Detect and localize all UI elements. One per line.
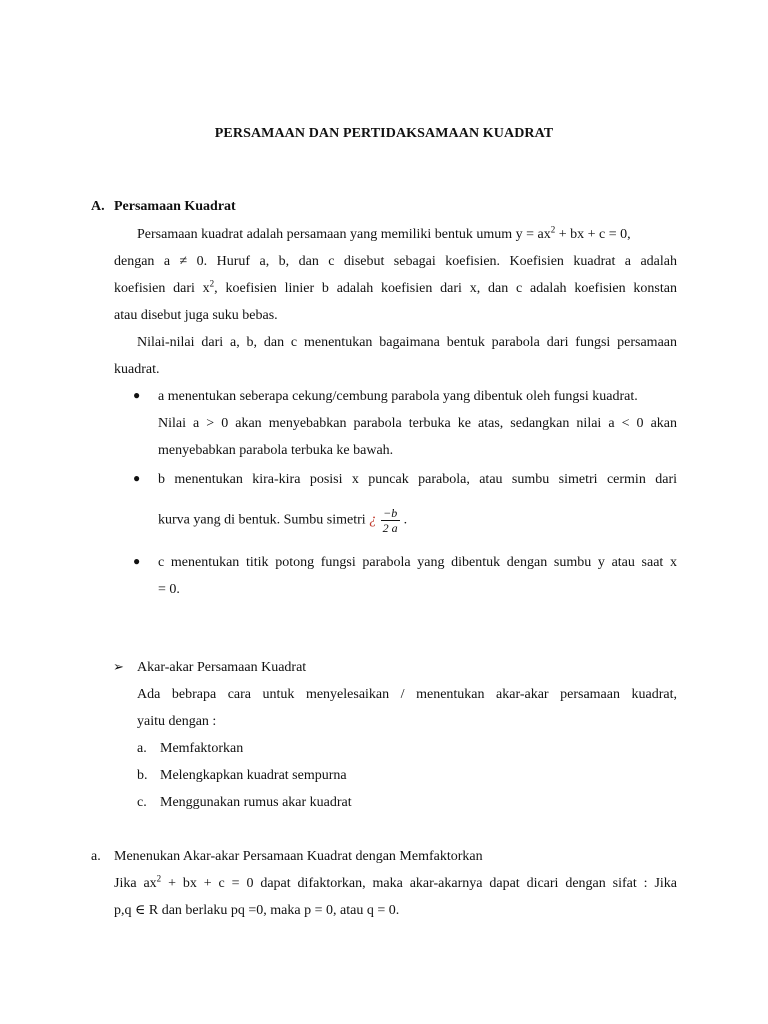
bullet-dot: ● <box>133 388 141 402</box>
bullet-3-line-2: = 0. <box>158 582 180 597</box>
sub-a-marker: a. <box>91 849 101 864</box>
p1-line-3 <box>114 280 677 298</box>
p1-line-3-end: , koefisien linier b adalah koefisien dari x, dan c adalah koefisien konstan <box>214 281 677 296</box>
roots-intro-line-1: Ada bebrapa cara untuk menyelesaikan / menentukan akar-akar persamaan kuadrat, <box>137 687 677 702</box>
method-marker: c. <box>137 795 147 810</box>
p1-line-1-text: Persamaan kuadrat adalah persamaan yang memiliki bentuk umum y = ax <box>137 227 551 242</box>
section-a-marker: A. <box>91 199 105 214</box>
formula-prefix: ¿ <box>369 511 377 528</box>
p1-line-3-start: koefisien dari x <box>114 281 210 296</box>
bullet-dot: ● <box>133 554 141 568</box>
p1-line-4: atau disebut juga suku bebas. <box>114 308 278 323</box>
sub-a-heading: Menenukan Akar-akar Persamaan Kuadrat dengan Memfaktorkan <box>114 849 483 864</box>
sub-a-line-1-end: + bx + c = 0 dapat difaktorkan, maka akar-akarnya dapat dicari dengan sifat : Jika <box>161 876 677 891</box>
page-title: PERSAMAAN DAN PERTIDAKSAMAAN KUADRAT <box>214 126 554 141</box>
fraction-denominator: 2 a <box>382 521 398 535</box>
superscript: 2 <box>156 873 162 884</box>
method-item: Memfaktorkan <box>160 741 244 756</box>
bullet-2-line-1: b menentukan kira-kira posisi x puncak parabola, atau sumbu simetri cermin dari <box>158 472 677 487</box>
symmetry-fraction <box>381 506 400 535</box>
bullet-1-line-1: a menentukan seberapa cekung/cembung parabola yang dibentuk oleh fungsi kuadrat. <box>158 389 638 404</box>
bullet-2-line-2-text: kurva yang di bentuk. Sumbu simetri <box>158 512 366 528</box>
method-marker: b. <box>137 768 148 783</box>
method-item: Melengkapkan kuadrat sempurna <box>160 768 347 783</box>
p1-line-1 <box>137 226 631 244</box>
p2-line-2: kuadrat. <box>114 362 160 377</box>
p2-line-1: Nilai-nilai dari a, b, dan c menentukan bagaimana bentuk parabola dari fungsi persamaan <box>137 335 677 350</box>
bullet-1-line-3: menyebabkan parabola terbuka ke bawah. <box>158 443 394 458</box>
bullet-2-line-2 <box>158 506 407 535</box>
sub-a-line-1 <box>114 875 677 893</box>
bullet-1-line-2: Nilai a > 0 akan menyebabkan parabola terbuka ke atas, sedangkan nilai a < 0 akan <box>158 416 677 431</box>
p1-line-1-end: + bx + c = 0, <box>555 227 631 242</box>
p1-line-2: dengan a ≠ 0. Huruf a, b, dan c disebut sebagai koefisien. Koefisien kuadrat a adalah <box>114 254 677 269</box>
method-item: Menggunakan rumus akar kuadrat <box>160 795 352 810</box>
sub-a-line-1-start: Jika ax <box>114 876 157 891</box>
method-marker: a. <box>137 741 147 756</box>
section-a-heading: Persamaan Kuadrat <box>114 199 236 214</box>
sub-a-line-2: p,q ∈ R dan berlaku pq =0, maka p = 0, atau q = 0. <box>114 903 400 918</box>
roots-heading: Akar-akar Persamaan Kuadrat <box>137 660 307 675</box>
fraction-numerator: −b <box>381 506 400 521</box>
bullet-dot: ● <box>133 471 141 485</box>
superscript: 2 <box>209 278 215 289</box>
arrow-bullet-icon: ➢ <box>113 659 124 674</box>
bullet-3-line-1: c menentukan titik potong fungsi parabola yang dibentuk dengan sumbu y atau saat x <box>158 555 677 570</box>
roots-intro-line-2: yaitu dengan : <box>137 714 217 729</box>
formula-suffix: . <box>403 512 408 528</box>
superscript: 2 <box>550 224 556 235</box>
